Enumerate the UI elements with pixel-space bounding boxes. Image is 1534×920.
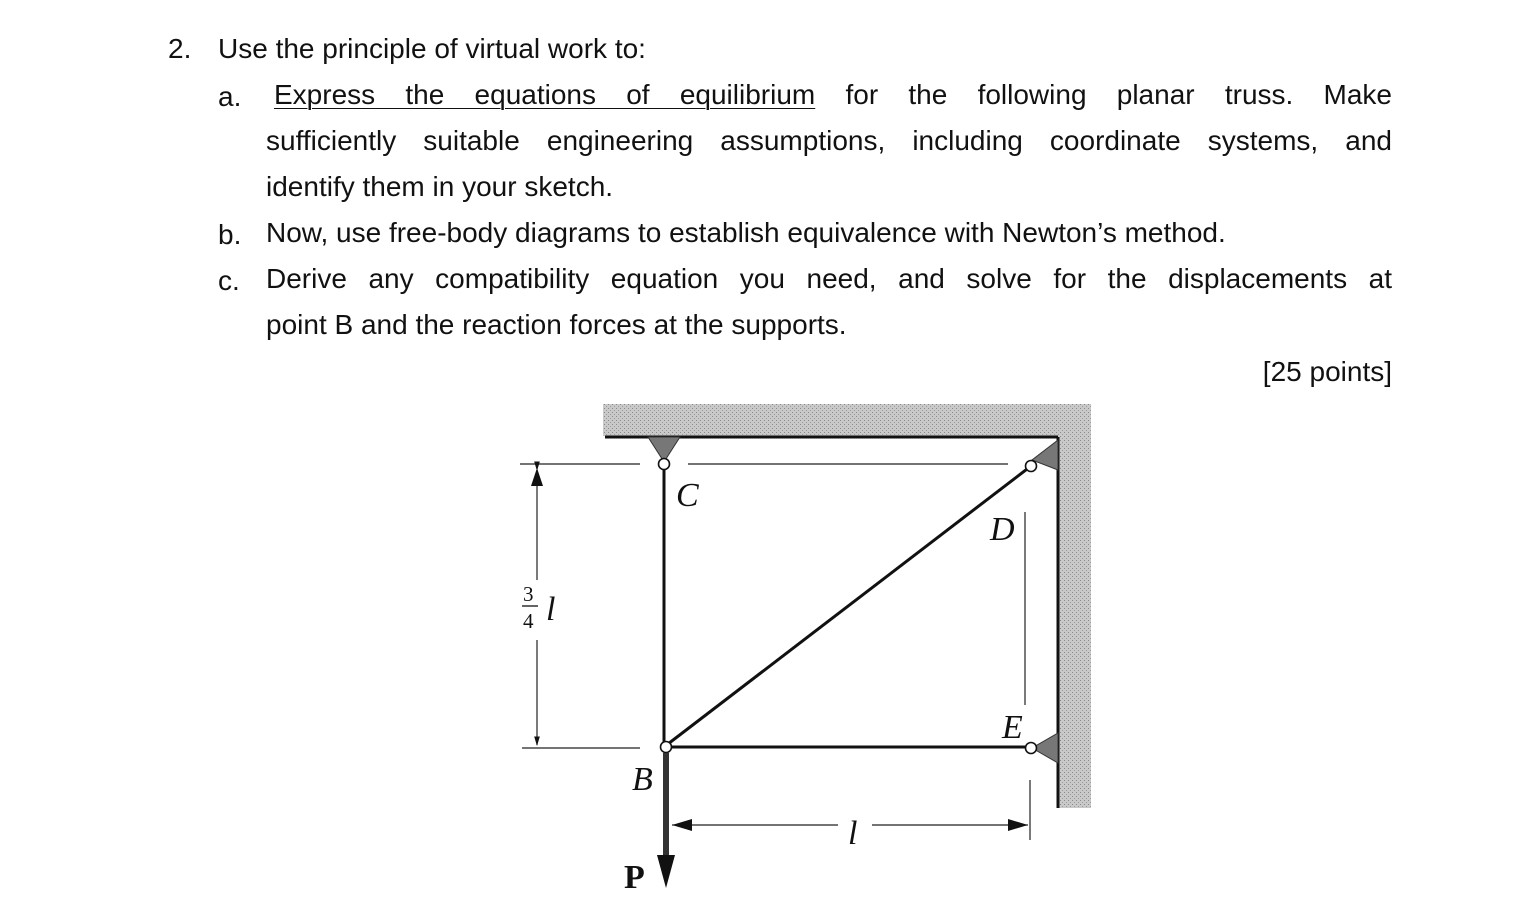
vertical-dim-symbol: l bbox=[546, 591, 556, 628]
joint-b bbox=[661, 742, 672, 753]
label-e: E bbox=[1002, 709, 1023, 746]
fraction-denominator: 4 bbox=[523, 609, 534, 633]
load-arrowhead bbox=[657, 855, 675, 888]
equilibrium-phrase: Express the equations of equilibrium bbox=[274, 79, 816, 110]
label-b: B bbox=[632, 761, 653, 798]
part-b-line-1: Now, use free-body diagrams to establish equivalence with Newton’s method. bbox=[266, 217, 1226, 248]
joint-e bbox=[1026, 743, 1037, 754]
part-c-label: c. bbox=[218, 265, 240, 296]
part-c-line-1: Derive any compatibility equation you need, and solve for the displacements at bbox=[266, 263, 1392, 294]
joint-c bbox=[659, 459, 670, 470]
points-value: [25 points] bbox=[1262, 356, 1392, 387]
part-a-line-1-rest: for the following planar truss. Make bbox=[815, 79, 1393, 110]
fraction-numerator: 3 bbox=[523, 582, 534, 606]
ceiling-support bbox=[603, 404, 1091, 436]
horizontal-dim-label: l bbox=[848, 815, 858, 852]
part-b-label: b. bbox=[218, 219, 242, 250]
question-number: 2. bbox=[168, 33, 192, 64]
part-a-line-3: identify them in your sketch. bbox=[266, 171, 614, 202]
question-stem: Use the principle of virtual work to: bbox=[218, 33, 646, 64]
vertical-dim-arrow-up bbox=[531, 468, 543, 486]
part-a-label: a. bbox=[218, 81, 242, 112]
part-a-line-2: sufficiently suitable engineering assumptions, including coordinate systems, and bbox=[266, 125, 1392, 156]
horizontal-dim-arrow-right bbox=[1008, 819, 1028, 831]
wall-support bbox=[1058, 404, 1091, 808]
label-c: C bbox=[676, 477, 699, 514]
member-bd bbox=[664, 466, 1031, 747]
label-p: P bbox=[624, 859, 645, 896]
part-c-line-2: point B and the reaction forces at the supports. bbox=[266, 309, 847, 340]
label-d: D bbox=[990, 511, 1015, 548]
joint-d bbox=[1026, 461, 1037, 472]
horizontal-dim-arrow-left bbox=[672, 819, 692, 831]
